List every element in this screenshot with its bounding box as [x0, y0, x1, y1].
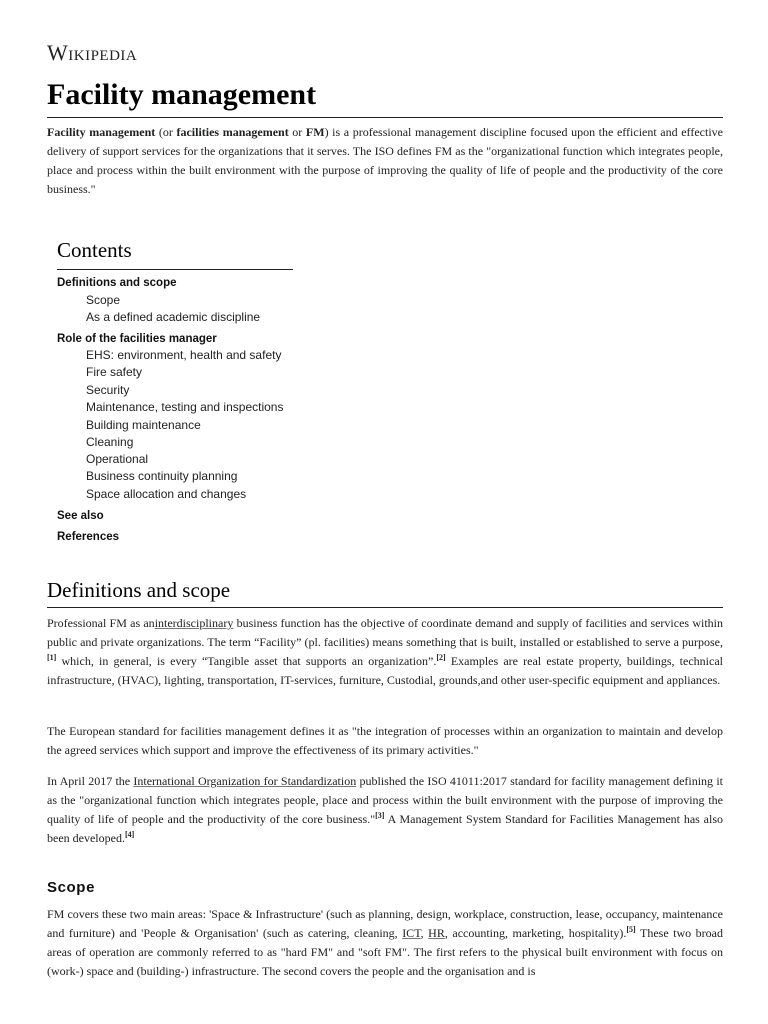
toc-item-space-allocation[interactable]: Space allocation and changes [86, 487, 247, 501]
citation-1[interactable]: [1] [47, 653, 57, 662]
title-divider [47, 117, 723, 118]
intro-bold-term: Facility management [47, 125, 156, 139]
toc-item-security[interactable]: Security [86, 383, 130, 397]
definitions-paragraph-1: Professional FM as aninterdisciplinary business function has the objective of coordinate demand and supply of facilities and services within public and private organizations. The term “Facility” (pl. facilities) means something that is built, installed or established to serve a purpose,[1] which, in general, is every “Tangible asset that supports an organization”.[2] Examples are real estate property, buildings, technical infrastructure, (HVAC), lighting, transportation, IT-services, furniture, Custodial, grounds,and other user-specific equipment and appliances. [47, 616, 723, 687]
toc-item-business-continuity[interactable]: Business continuity planning [86, 469, 238, 483]
intro-bold-abbrev: FM [305, 125, 325, 139]
link-iso[interactable]: International Organization for Standardization [133, 774, 357, 788]
toc-item-ehs[interactable]: EHS: environment, health and safety [86, 348, 282, 362]
toc-item-cleaning[interactable]: Cleaning [86, 435, 134, 449]
toc-item-fire-safety[interactable]: Fire safety [86, 365, 143, 379]
link-ict[interactable]: ICT [402, 926, 421, 940]
citation-5[interactable]: [5] [626, 925, 636, 934]
table-of-contents [57, 238, 297, 543]
scope-paragraph-1: FM covers these two main areas: 'Space & Infrastructure' (such as planning, design, workplace, construction, lease, occupancy, maintenance and furniture) and 'People & Organisation' (such as catering, cleaning, ICT, HR, accounting, marketing, hospitality).[5] These two broad areas of operation are commonly referred to as "hard FM" and "soft FM". The first refers to the physical built environment with focus on (work-) space and (building-) infrastructure. The second covers the people and the organisation and is [47, 907, 724, 978]
link-interdisciplinary[interactable]: interdisciplinary [154, 616, 234, 630]
section-heading-definitions: Definitions and scope [47, 578, 231, 602]
citation-3[interactable]: [3] [375, 811, 385, 820]
toc-item-see-also[interactable]: See also [57, 510, 104, 522]
toc-item-definitions-and-scope[interactable]: Definitions and scope [57, 277, 177, 289]
toc-divider [57, 269, 293, 270]
citation-4[interactable]: [4] [124, 830, 135, 839]
toc-item-academic-discipline[interactable]: As a defined academic discipline [86, 310, 261, 324]
toc-item-operational[interactable]: Operational [86, 452, 149, 466]
toc-heading: Contents [57, 238, 132, 262]
toc-item-scope[interactable]: Scope [86, 293, 121, 307]
page-title: Facility management [47, 78, 317, 111]
wikipedia-logo[interactable]: Wikipedia [47, 40, 138, 65]
intro-paragraph: Facility management (or facilities management or FM) is a professional management discipline focused upon the efficient and effective delivery of support services for the organizations that it serves. The ISO defines FM as the "organizational function which integrates people, place and process within the built environment with the purpose of improving the quality of life of people and the productivity of the core business." [47, 125, 723, 196]
toc-item-references[interactable]: References [57, 531, 120, 543]
definitions-paragraph-3: In April 2017 the International Organization for Standardization published the ISO 41011:2017 standard for facility management defining it as the "organizational function which integrates people, place and process within the built environment with the purpose of improving the quality of life of people and the productivity of the core business."[3] A Management System Standard for Facilities Management has also been developed.[4] [47, 774, 723, 845]
section-heading-scope: Scope [47, 879, 96, 896]
toc-item-building-maintenance[interactable]: Building maintenance [86, 418, 201, 432]
toc-item-maintenance-testing[interactable]: Maintenance, testing and inspections [86, 400, 284, 414]
intro-bold-term-alt: facilities management [176, 125, 289, 139]
toc-item-role-of-facilities-manager[interactable]: Role of the facilities manager [57, 333, 217, 345]
citation-2[interactable]: [2] [436, 653, 446, 662]
definitions-paragraph-2: The European standard for facilities management defines it as "the integration of processes within an organization to maintain and develop the agreed services which support and improve the effectiveness of its primary activities." [47, 724, 723, 757]
section-divider [47, 607, 723, 608]
link-hr[interactable]: HR [428, 926, 445, 940]
